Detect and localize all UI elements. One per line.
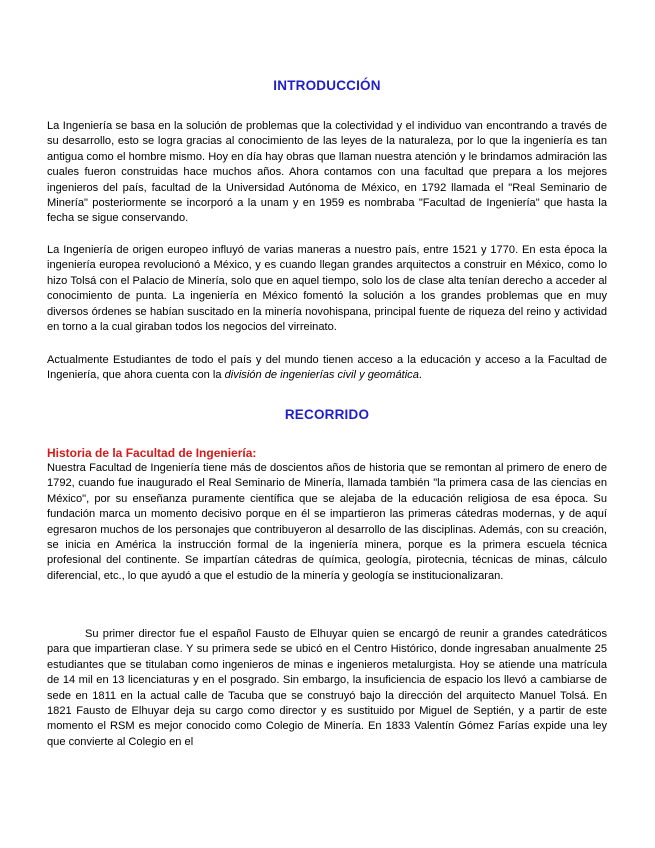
intro-paragraph-1: La Ingeniería se basa en la solución de problemas que la colectividad y el individuo van encontrando a través de su desarrollo, esto se logra gracias al conocimiento de las leyes de la naturaleza, por lo que la ingeniería es tan antigua como el hombre mismo. Hoy en día hay obras que llaman nuestra atención y le brindamos admiración las cuales fueron construidas hace muchos años. Ahora contamos con una facultad que prepara a los mejores ingenieros del país, facultad de la Universidad Autónoma de México, en 1792 llamada el "Real Seminario de Minería" posteriormente se incorporó a la unam y en 1959 es nombraba "Facultad de Ingeniería" que hasta la fecha se sigue conservando. [47, 120, 607, 225]
intro-heading: INTRODUCCIÓN [273, 78, 381, 93]
intro-paragraph-3 [47, 353, 607, 384]
intro-paragraph-3-text: Actualmente Estudiantes de todo el país y del mundo tienen acceso a la educación y acceso a la Facultad de Ingeniería, que ahora cuenta con la [47, 354, 607, 382]
intro-paragraph-3-emphasis: división de ingenierías civil y geomática [224, 369, 419, 382]
history-paragraph-2: Su primer director fue el español Fausto de Elhuyar quien se encargó de reunir a grandes catedráticos para que impartieran clase. Y su primera sede se ubicó en el Centro Histórico, donde ingresaban anualmente 25 estudiantes que se titulaban como ingenieros de minas e ingenieros metalurgista. Hoy se atiende una matrícula de 14 mil en 13 licenciaturas y en el posgrado. Sin embargo, la insuficiencia de espacio los llevó a cambiarse de sede en 1811 en la actual calle de Tacuba que se construyó bajo la dirección del arquitecto Manuel Tolsá. En 1821 Fausto de Elhuyar deja su cargo como director y es sustituido por Miguel de Septién, y a partir de este momento el RSM es mejor conocido como Colegio de Minería. En 1833 Valentín Gómez Farías expide una ley que convierte al Colegio en el [47, 628, 607, 748]
recorrido-heading: RECORRIDO [284, 407, 370, 422]
history-paragraph-1: Nuestra Facultad de Ingeniería tiene más de doscientos años de historia que se remontan al primero de enero de 1792, cuando fue inaugurado el Real Seminario de Minería, llamada también "la primera casa de las ciencias en México", por su enseñanza puramente científica que se alejaba de la educación religiosa de esa época. Su fundación marca un momento decisivo porque en él se impartieron las primeras cátedras modernas, y de aquí egresaron muchos de los personajes que contribuyeron al desarrollo de las disciplinas. Además, con su creación, se inicia en América la instrucción formal de la ingeniería minera, porque es la primera escuela técnica profesional del continente. Se impartían cátedras de química, geología, pirotecnia, técnicas de minas, cálculo diferencial, etc., lo que ayudó a que el estudio de la minería y geología se institucionalizaran. [47, 462, 607, 582]
intro-paragraph-2: La Ingeniería de origen europeo influyó de varias maneras a nuestro país, entre 1521 y 1770. En esta época la ingeniería europea revolucionó a México, y es cuando llegan grandes arquitectos a construir en México, como lo hizo Tolsá con el Palacio de Minería, solo que en aquel tiempo, solo los de clase alta tenían derecho a acceder al conocimiento de punta. La ingeniería en México fomentó la solución a los grandes problemas que en muy diversos órdenes se habían suscitado en la minería novohispana, principal fuente de riqueza del reino y actividad en torno a la cual giraban todos los negocios del virreinato. [47, 244, 607, 334]
history-subheading: Historia de la Facultad de Ingeniería: [47, 446, 257, 460]
intro-paragraph-3-end: . [418, 369, 422, 382]
